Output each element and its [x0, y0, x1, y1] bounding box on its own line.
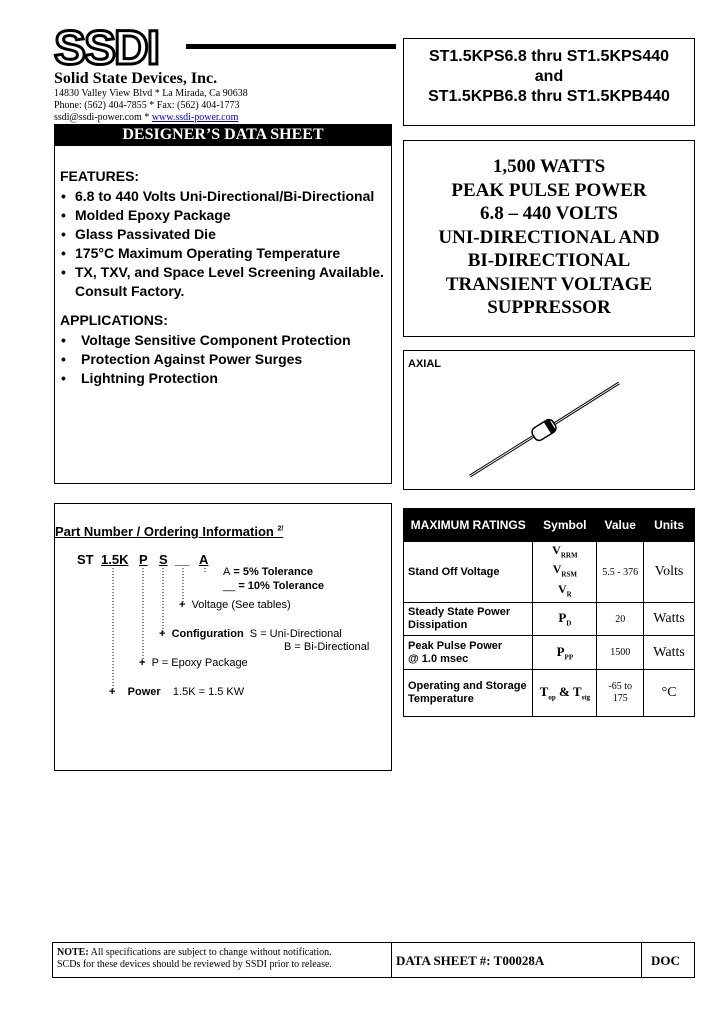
applications-list — [59, 331, 391, 388]
website-link[interactable]: www.ssdi-power.com — [151, 112, 239, 123]
company-name: Solid State Devices, Inc. — [54, 70, 218, 87]
application-item: • Voltage Sensitive Component Protection — [61, 332, 351, 348]
pn-st: ST — [77, 552, 94, 567]
table-row — [404, 636, 695, 670]
tolerance-10: __ = 10% Tolerance — [223, 580, 325, 592]
param-name: Steady State Power Dissipation — [404, 603, 533, 636]
features-title: FEATURES: — [60, 168, 140, 184]
ordering-title: Part Number / Ordering Information $^{2/}$ — [55, 524, 284, 539]
feature-item: • TX, TXV, and Space Level Screening Available. — [61, 264, 384, 280]
application-item: • Protection Against Power Surges — [61, 351, 303, 367]
param-units: Watts — [644, 603, 695, 636]
table-row — [404, 542, 695, 603]
designer-banner: DESIGNER’S DATA SHEET — [54, 124, 392, 146]
part-title-line1: ST1.5KPS6.8 thru ST1.5KPS440 — [428, 48, 670, 65]
param-value: 20 — [597, 603, 644, 636]
param-symbol: $V_{RRM}$ $V_{RSM}$ $V_R$ — [533, 542, 597, 603]
footer-note-box — [52, 942, 695, 978]
feature-item: • Glass Passivated Die — [61, 226, 216, 242]
application-item: • Lightning Protection — [61, 370, 218, 386]
applications-title: APPLICATIONS: — [60, 312, 168, 328]
param-symbol: $P_{PP}$ — [533, 636, 597, 670]
spec-line: 6.8 – 440 VOLTS — [480, 203, 618, 224]
feature-item: • Molded Epoxy Package — [61, 207, 231, 223]
part-title-line2: and — [534, 68, 564, 85]
tolerance-5: A = 5% Tolerance — [223, 566, 313, 578]
feature-item-continuation: Consult Factory. — [75, 283, 185, 299]
col-header: Units — [644, 509, 695, 542]
table-header-row — [404, 509, 695, 542]
param-units: °C — [644, 670, 695, 717]
col-header: Symbol — [533, 509, 597, 542]
param-units: Volts — [644, 542, 695, 603]
ssdi-logo — [52, 24, 182, 70]
table-row — [404, 670, 695, 717]
part-title-box — [403, 38, 695, 126]
pn-config: S — [159, 552, 168, 567]
config-bi: B = Bi-Directional — [284, 641, 370, 653]
table-row — [404, 603, 695, 636]
axial-diode-drawing — [404, 351, 694, 489]
email-link[interactable]: ssdi@ssdi-power.com — [54, 112, 142, 123]
pn-power: 1.5K — [101, 552, 129, 567]
company-contact: ssdi@ssdi-power.com * www.ssdi-power.com — [54, 112, 239, 123]
col-header: MAXIMUM RATINGS — [404, 509, 533, 542]
package-box — [403, 350, 695, 490]
features-list — [59, 187, 391, 301]
spec-line: SUPPRESSOR — [487, 297, 611, 318]
feature-item: • 175°C Maximum Operating Temperature — [61, 245, 341, 261]
spec-line: BI-DIRECTIONAL — [467, 250, 631, 271]
param-name: Peak Pulse Power @ 1.0 msec — [404, 636, 533, 670]
pn-tolerance: A — [199, 552, 209, 567]
doc-label: DOC — [651, 953, 680, 968]
pn-package: P — [139, 552, 148, 567]
spec-line: 1,500 WATTS — [492, 156, 606, 177]
power-line: + Power 1.5K = 1.5 KW — [109, 686, 245, 698]
company-address: 14830 Valley View Blvd * La Mirada, Ca 90638 — [54, 88, 248, 99]
config-line: + Configuration S = Uni-Directional — [159, 628, 342, 640]
feature-item: • 6.8 to 440 Volts Uni-Directional/Bi-Directional — [61, 188, 375, 204]
param-units: Watts — [644, 636, 695, 670]
param-value: 1500 — [597, 636, 644, 670]
param-name: Stand Off Voltage — [404, 542, 533, 603]
param-value: -65 to 175 — [597, 670, 644, 717]
col-header: Value — [597, 509, 644, 542]
part-title-line3: ST1.5KPB6.8 thru ST1.5KPB440 — [428, 88, 670, 105]
spec-summary-box — [403, 140, 695, 337]
package-label: AXIAL — [408, 358, 441, 370]
voltage-line: + Voltage (See tables) — [179, 599, 291, 611]
package-line: + P = Epoxy Package — [139, 657, 248, 669]
spec-line: PEAK PULSE POWER — [451, 179, 647, 201]
spec-line: UNI-DIRECTIONAL AND — [438, 226, 660, 248]
param-symbol: $T_{op}$ & $T_{stg}$ — [533, 670, 597, 717]
max-ratings-table — [403, 508, 695, 717]
header-rule — [186, 44, 396, 49]
svg-text:SSDI: SSDI — [54, 24, 159, 70]
ordering-info-box — [54, 503, 392, 771]
param-symbol: $P_D$ — [533, 603, 597, 636]
features-box — [54, 146, 392, 484]
datasheet-number: DATA SHEET #: T00028A — [396, 953, 545, 968]
param-value: 5.5 - 376 — [597, 542, 644, 603]
footer-note: NOTE: All specifications are subject to change without notification. SCDs for these devices should be reviewed by SSDI prior to release. — [57, 947, 332, 970]
param-name: Operating and Storage Temperature — [404, 670, 533, 717]
company-phone: Phone: (562) 404-7855 * Fax: (562) 404-1773 — [54, 100, 240, 111]
spec-line: TRANSIENT VOLTAGE — [445, 273, 653, 295]
pn-voltage: __ — [175, 552, 190, 567]
